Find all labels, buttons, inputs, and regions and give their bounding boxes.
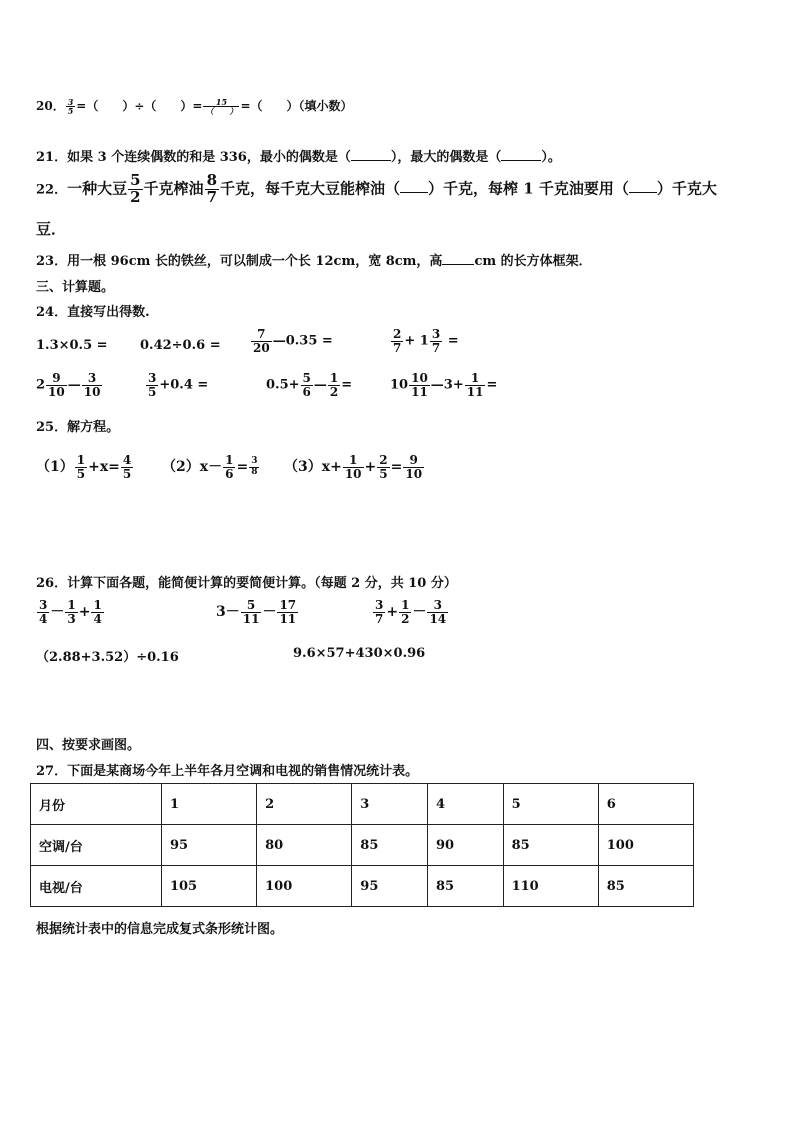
question-text: ）千克，每榨 1 千克油要用（ [428,179,629,198]
table-cell: 85 [503,825,598,866]
calc-problem-3: $\frac{3}{7}$ + $\frac{1}{2}$ － $\frac{3}{14}$ [375,598,447,626]
calc-problem-2: 3－ $\frac{5}{11}$ － $\frac{17}{11}$ [216,598,297,626]
question-23 [36,250,592,269]
table-cell: 110 [503,866,598,907]
question-22-continued: 豆． [36,220,67,238]
table-cell: 1 [161,784,256,825]
table-cell: 3 [352,784,428,825]
question-text: 千克，每千克大豆能榨油（ [220,179,401,198]
question-22 [36,173,717,206]
question-number: 22． [36,182,68,198]
question-25-title: 25．解方程。 [36,420,120,435]
table-cell: 6 [598,784,693,825]
calc-problem-1: $\frac{3}{4}$ － $\frac{1}{3}$ + $\frac{1}{4}$ [39,598,102,626]
section-heading-4: 四、按要求画图。 [36,738,141,753]
equation-1: （1） $\frac{1}{5}$ +x= $\frac{4}{5}$ [36,453,132,481]
question-20 [36,97,353,115]
calc-item: 0.42÷0.6 = [140,338,221,353]
calc-item: $\frac{3}{5}$ +0.4 = [148,371,209,399]
question-21 [36,146,561,165]
table-cell: 80 [257,825,352,866]
question-27-note: 根据统计表中的信息完成复式条形统计图。 [36,922,284,937]
section-heading-3: 三、计算题。 [36,280,115,295]
question-text: 用一根 96cm 长的铁丝，可以制成一个长 12cm，宽 8cm，高 [67,254,443,269]
table-cell: 95 [352,866,428,907]
table-row [31,866,694,907]
question-number: 23． [36,254,68,269]
calc-problem-5: 9.6×57+430×0.96 [293,646,426,661]
table-cell: 100 [257,866,352,907]
answer-blank[interactable] [501,160,541,161]
fraction: $\frac{15}{( )}$ [205,96,238,116]
equation-3: （3）x+ $\frac{1}{10}$ + $\frac{2}{5}$ = $\frac{9}{10}$ [284,453,423,481]
calc-problem-4: （2.88+3.52）÷0.16 [36,650,179,665]
table-cell: 100 [598,825,693,866]
answer-blank[interactable] [400,192,428,193]
question-text: =（ ）（填小数） [240,99,353,113]
fraction: $\frac{3}{5}$ [67,96,74,116]
table-cell: 4 [427,784,503,825]
fraction: $\frac{8}{7}$ [206,171,217,206]
calc-item: 2 $\frac{9}{10}$ — $\frac{3}{10}$ [36,371,101,399]
table-cell: 85 [427,866,503,907]
calc-item: 10 $\frac{10}{11}$ —3+ $\frac{1}{11}$ = [390,371,498,399]
table-cell: 105 [161,866,256,907]
answer-blank[interactable] [351,160,391,161]
table-cell: 电视/台 [31,866,162,907]
question-text: 千克榨油 [143,179,204,198]
fraction: $\frac{5}{2}$ [130,171,141,206]
question-text: cm 的长方体框架． [474,254,592,269]
table-cell: 85 [598,866,693,907]
sales-table [30,783,694,907]
question-27-title: 27．下面是某商场今年上半年各月空调和电视的销售情况统计表。 [36,764,419,779]
table-header-row [31,784,694,825]
question-text: 如果 3 个连续偶数的和是 336，最小的偶数是（ [67,150,351,165]
question-number: 21． [36,150,68,165]
question-text: ）。 [541,150,561,165]
table-cell: 85 [352,825,428,866]
question-text: =（ ）÷（ ）= [76,99,203,113]
table-cell: 90 [427,825,503,866]
calc-item: $\frac{2}{7}$ + 1 $\frac{3}{7}$ = [393,327,459,355]
question-26-title: 26．计算下面各题，能简便计算的要简便计算。（每题 2 分，共 10 分） [36,576,457,591]
question-24-title: 24．直接写出得数. [36,305,150,320]
calc-item: $\frac{7}{20}$ —0.35 = [253,327,333,355]
table-row [31,825,694,866]
table-cell: 5 [503,784,598,825]
table-cell: 月份 [31,784,162,825]
answer-blank[interactable] [442,264,474,265]
table-cell: 95 [161,825,256,866]
question-text: 一种大豆 [67,179,128,198]
question-text: ），最大的偶数是（ [390,150,502,165]
calc-item: 0.5+ $\frac{5}{6}$ — $\frac{1}{2}$ = [266,371,353,399]
question-text: ）千克大 [656,179,717,198]
equation-2: （2）x－ $\frac{1}{6}$ = $\frac{3}{8}$ [162,453,258,481]
answer-blank[interactable] [629,192,657,193]
question-number: 20． [36,99,65,113]
table-cell: 空调/台 [31,825,162,866]
calc-item: 1.3×0.5 = [36,338,108,353]
table-cell: 2 [257,784,352,825]
